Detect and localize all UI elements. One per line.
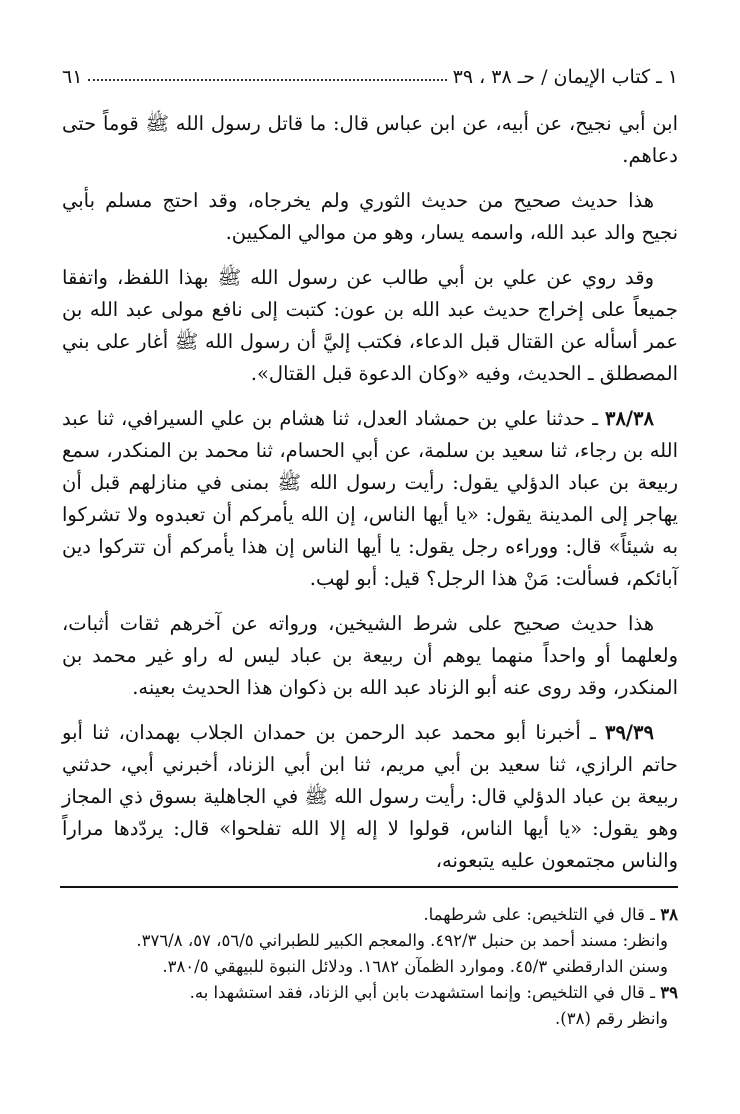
footnote-text: ـ قال في التلخيص: على شرطهما. <box>423 905 656 924</box>
footnote-38-ref-2: وسنن الدارقطني ٤٥/٣. وموارد الظمآن ١٦٨٢. ودلائل النبوة للبيهقي ٣٨٠/٥. <box>162 957 668 976</box>
leader-dots <box>88 79 446 81</box>
footnotes <box>62 902 678 1032</box>
hadith-39 <box>62 717 678 877</box>
footnote-divider <box>60 886 678 888</box>
hadith-text: ـ أخبرنا أبو محمد عبد الرحمن بن حمدان الجلاب بهمدان، ثنا أبو حاتم الرازي، ثنا سعيد بن أبي مريم، ثنا ابن أبي الزناد، أخبرني أبي، حدثني ربيعة بن عباد الدؤلي قال: رأيت رسول الله ﷺ في الجاهلية بسوق ذي المجاز وهو يقول: «يا أيها الناس، قولوا لا إله إلا الله تفلحوا» قال: يردّدها مراراً والناس مجتمعون عليه يتبعونه، <box>62 721 678 872</box>
hadith-number: ٣٨/٣٨ <box>604 407 655 430</box>
hadith-38 <box>62 403 678 595</box>
footnote-number: ٣٩ <box>660 983 678 1002</box>
hadith-text: ـ حدثنا علي بن حمشاد العدل، ثنا هشام بن علي السيرافي، ثنا عبد الله بن رجاء، ثنا سعيد بن سلمة، عن أبي الحسام، ثنا محمد بن المنكدر، سمع ربيعة بن عباد الدؤلي يقول: رأيت رسول الله ﷺ بمنى في منازلهم قبل أن يهاجر إلى المدينة يقول: «يا أيها الناس، إن الله يأمركم أن تعبدوه ولا تشركوا به شيئاً» قال: ووراءه رجل يقول: يا أيها الناس إن هذا يأمركم أن تتركوا دين آبائكم، فسألت: مَنْ هذا الرجل؟ قيل: أبو لهب. <box>62 407 678 590</box>
footnote-text: ـ قال في التلخيص: وإنما استشهدت بابن أبي الزناد، فقد استشهدا به. <box>189 983 656 1002</box>
running-header <box>62 62 678 92</box>
chapter-title: ١ ـ كتاب الإيمان / حـ ٣٨ ، ٣٩ <box>452 66 678 88</box>
hadith-number: ٣٩/٣٩ <box>604 721 654 744</box>
paragraph-2: هذا حديث صحيح من حديث الثوري ولم يخرجاه، وقد احتج مسلم بأبي نجيح والد عبد الله، واسمه يسار، وهو من موالي المكيين. <box>62 189 678 244</box>
paragraph-5: هذا حديث صحيح على شرط الشيخين، ورواته عن آخرهم ثقات أثبات، ولعلهما أو واحداً منهما يوهم أن ربيعة بن عباد ليس له راو غير محمد بن المنكدر، وقد روى عنه أبو الزناد عبد الله بن ذكوان هذا الحديث بعينه. <box>62 612 678 699</box>
footnote-39 <box>62 980 678 1006</box>
footnote-38 <box>62 902 678 928</box>
paragraph-1: ابن أبي نجيح، عن أبيه، عن ابن عباس قال: ما قاتل رسول الله ﷺ قوماً حتى دعاهم. <box>62 112 678 167</box>
footnote-39-ref: وانظر رقم (٣٨). <box>555 1009 668 1028</box>
footnote-number: ٣٨ <box>660 905 678 924</box>
main-text <box>62 108 678 890</box>
footnote-38-ref-1: وانظر: مسند أحمد بن حنبل ٤٩٢/٣. والمعجم الكبير للطبراني ٥٦/٥، ٥٧، ٣٧٦/٨. <box>136 931 668 950</box>
page-number: ٦١ <box>62 66 83 88</box>
paragraph-3: وقد روي عن علي بن أبي طالب عن رسول الله ﷺ بهذا اللفظ، واتفقا جميعاً على إخراج حديث عبد الله بن عون: كتبت إلى نافع مولى عبد الله بن عمر أسأله عن القتال قبل الدعاء، فكتب إليَّ أن رسول الله ﷺ أغار على بني المصطلق ـ الحديث، وفيه «وكان الدعوة قبل القتال». <box>62 266 678 385</box>
